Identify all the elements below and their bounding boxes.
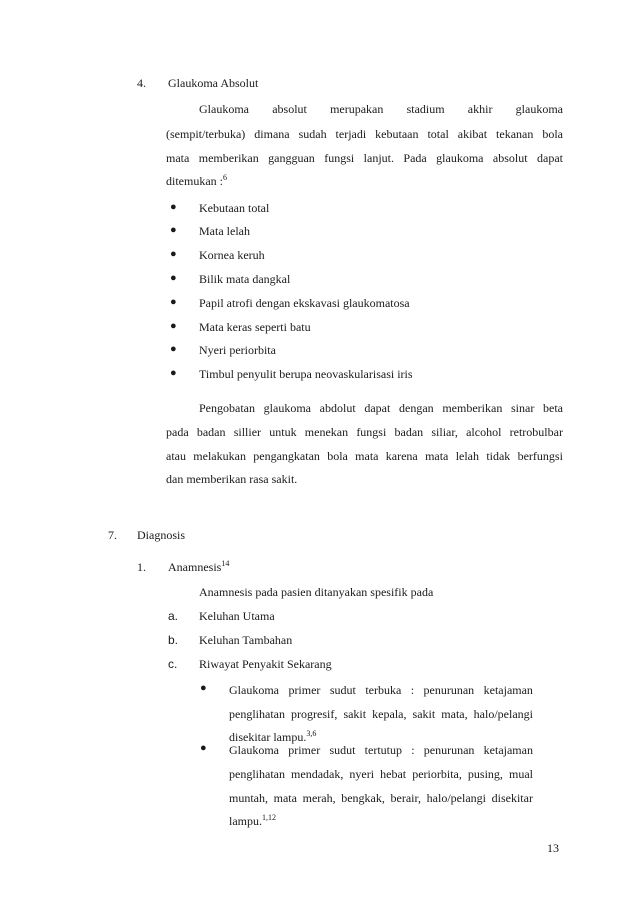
bullet-item: Kornea keruh	[199, 248, 265, 262]
word: mata	[425, 449, 449, 463]
word: ketajaman	[483, 743, 533, 757]
bullet-item: Mata lelah	[199, 224, 250, 238]
word: Glaukoma	[229, 683, 279, 697]
word: sudut	[329, 743, 356, 757]
word: tertutup	[364, 743, 402, 757]
word: fungsi	[356, 425, 387, 439]
word: glaukoma	[515, 102, 563, 116]
word: lelah	[455, 449, 480, 463]
word: progresif,	[291, 707, 338, 721]
word: disekitar	[491, 791, 533, 805]
word: hebat	[380, 767, 407, 781]
word: merah,	[302, 791, 336, 805]
item-text: Riwayat Penyakit Sekarang	[199, 657, 332, 671]
word: dengan	[399, 401, 434, 415]
bullet-item: Papil atrofi dengan ekskavasi glaukomatosa	[199, 296, 410, 310]
word: alcohol	[466, 425, 502, 439]
bullet-item: Nyeri periorbita	[199, 343, 276, 357]
bullet-icon: ●	[170, 224, 177, 236]
word: tidak	[486, 449, 511, 463]
word: badan	[394, 425, 424, 439]
paragraph-line: dan memberikan rasa sakit.	[166, 472, 298, 486]
word: bola	[327, 449, 348, 463]
word: Pada	[403, 151, 427, 165]
section-title: Diagnosis	[137, 528, 185, 542]
word: nyeri	[349, 767, 375, 781]
word: retrobulbar	[509, 425, 563, 439]
word: penglihatan	[229, 767, 285, 781]
word: akibat	[457, 127, 488, 141]
word: kepala,	[372, 707, 407, 721]
item-number: 4.	[137, 76, 146, 90]
citation-ref: 1,12	[262, 813, 276, 822]
word: glaukoma	[436, 151, 484, 165]
word: absolut	[272, 102, 307, 116]
word: sakit	[412, 707, 436, 721]
word: Glaukoma	[199, 102, 249, 116]
subsection-title: Glaukoma Absolut	[168, 76, 259, 90]
bullet-icon: ●	[170, 201, 177, 213]
bullet-item: Mata keras seperti batu	[199, 320, 311, 334]
intro-line: Anamnesis pada pasien ditanyakan spesifik pada	[199, 585, 434, 599]
word: memberikan	[442, 401, 503, 415]
bullet-line: disekitar lampu.$^{3,6}$	[229, 729, 317, 744]
bullet-icon: ●	[170, 367, 177, 379]
bullet-icon: ●	[170, 248, 177, 260]
word: penurunan	[423, 683, 475, 697]
bullet-icon: ●	[200, 742, 207, 754]
word: abdolut	[319, 401, 356, 415]
paragraph-line	[199, 401, 563, 416]
word: akhir	[467, 102, 493, 116]
paragraph-line	[199, 102, 563, 117]
word: tekanan	[496, 127, 534, 141]
bullet-item: Kebutaan total	[199, 201, 270, 215]
word: fungsi	[324, 151, 355, 165]
paragraph-line: ditemukan :$^6$	[166, 173, 227, 188]
word: melakukan	[193, 449, 246, 463]
bullet-line	[229, 707, 533, 722]
word: sinar	[511, 401, 535, 415]
word: total	[427, 127, 449, 141]
word: ketajaman	[483, 683, 533, 697]
citation-ref: 14	[221, 559, 230, 568]
word: bola	[542, 127, 563, 141]
word: dapat	[364, 401, 391, 415]
word: halo/pelangi	[426, 791, 486, 805]
bullet-icon: ●	[170, 296, 177, 308]
word: Glaukoma	[229, 743, 279, 757]
item-letter: b.	[168, 633, 179, 647]
word: stadium	[406, 102, 445, 116]
word: mata	[355, 449, 379, 463]
word: sakit	[343, 707, 367, 721]
word: atau	[166, 449, 186, 463]
bullet-item: Bilik mata dangkal	[199, 272, 291, 286]
word: dimana	[254, 127, 290, 141]
word: siliar,	[431, 425, 458, 439]
item-number: 1.	[137, 560, 146, 574]
bullet-line	[229, 767, 533, 782]
section-number: 7.	[108, 528, 117, 542]
word: mata	[273, 791, 297, 805]
word: beta	[543, 401, 563, 415]
word: memberikan	[198, 151, 259, 165]
word: lanjut.	[363, 151, 394, 165]
word: karena	[385, 449, 418, 463]
word: sillier	[233, 425, 262, 439]
word: menekan	[304, 425, 349, 439]
word: sudah	[298, 127, 327, 141]
paragraph-line	[166, 425, 563, 440]
item-text: Keluhan Tambahan	[199, 633, 293, 647]
word: glaukoma	[263, 401, 311, 415]
word: terjadi	[335, 127, 367, 141]
bullet-icon: ●	[170, 343, 177, 355]
word: mata	[166, 151, 190, 165]
word: gangguan	[268, 151, 315, 165]
item-text: Keluhan Utama	[199, 609, 275, 623]
word: primer	[288, 743, 321, 757]
word: bengkak,	[341, 791, 385, 805]
word: :	[410, 683, 415, 697]
paragraph-line	[166, 449, 563, 464]
word: absolut	[492, 151, 528, 165]
bullet-line	[229, 743, 533, 758]
page-number: 13	[547, 841, 559, 855]
bullet-icon: ●	[170, 320, 177, 332]
citation-ref: 6	[223, 173, 227, 182]
citation-ref: 3,6	[306, 729, 317, 738]
word: kebutaan	[375, 127, 419, 141]
word: mendadak,	[291, 767, 344, 781]
bullet-icon: ●	[200, 682, 207, 694]
bullet-line	[229, 791, 533, 806]
word: penglihatan	[229, 707, 285, 721]
item-letter: c.	[168, 657, 178, 671]
word: mual	[509, 767, 533, 781]
word: untuk	[269, 425, 297, 439]
word: (sempit/terbuka)	[166, 127, 246, 141]
word: merupakan	[330, 102, 384, 116]
word: berair,	[390, 791, 422, 805]
word: sudut	[329, 683, 356, 697]
subsection-title: Anamnesis$^{14}$	[168, 559, 230, 574]
word: penurunan	[423, 743, 475, 757]
paragraph-line	[166, 151, 563, 166]
word: Pengobatan	[199, 401, 255, 415]
word: primer	[288, 683, 321, 697]
word: badan	[196, 425, 226, 439]
word: pengangkatan	[253, 449, 320, 463]
paragraph-line	[166, 127, 563, 142]
item-letter: a.	[168, 609, 179, 623]
bullet-line: lampu.$^{1,12}$	[229, 813, 276, 828]
word: terbuka	[365, 683, 402, 697]
word: berfungsi	[517, 449, 563, 463]
bullet-icon: ●	[170, 272, 177, 284]
word: muntah,	[229, 791, 268, 805]
word: dapat	[537, 151, 563, 165]
bullet-item: Timbul penyulit berupa neovaskularisasi iris	[199, 367, 413, 381]
word: pusing,	[467, 767, 503, 781]
word: mata,	[441, 707, 468, 721]
bullet-line	[229, 683, 533, 698]
word: :	[411, 743, 415, 757]
word: periorbita,	[412, 767, 462, 781]
word: halo/pelangi	[473, 707, 533, 721]
word: pada	[166, 425, 189, 439]
